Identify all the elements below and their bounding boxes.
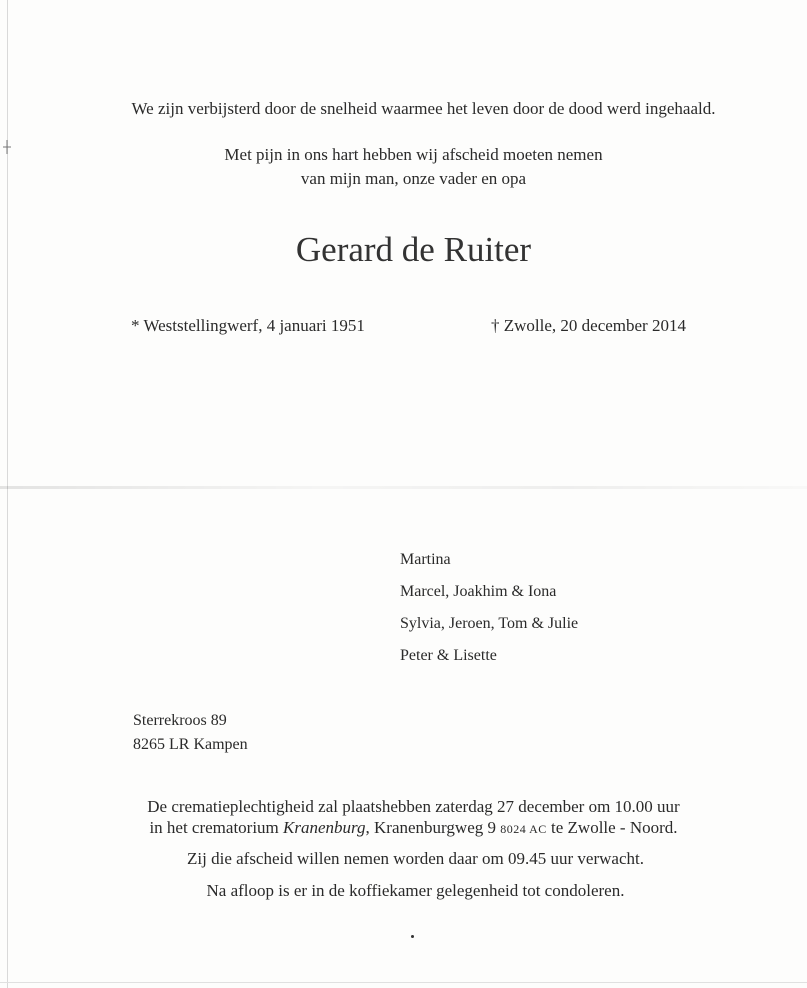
crematorium-city: te Zwolle - Noord. <box>546 818 678 837</box>
death-info: † Zwolle, 20 december 2014 <box>491 316 686 335</box>
crematorium-name: Kranenburg <box>283 818 366 837</box>
pain-line-1: Met pijn in ons hart hebben wij afscheid moeten nemen <box>224 145 603 164</box>
crematorium-postcode: 8024 AC <box>500 822 547 836</box>
intro-sentence: We zijn verbijsterd door de snelheid waarmee het leven door de dood werd ingehaald. <box>131 99 716 118</box>
scan-bottom-edge <box>0 982 807 983</box>
ceremony-line-2 <box>10 818 807 838</box>
condolence-note: Na afloop is er in de koffiekamer gelegenheid tot condoleren. <box>206 881 625 900</box>
ceremony-line-2-prefix: in het crematorium <box>149 818 284 837</box>
ceremony-line-1: De crematieplechtigheid zal plaatshebben zaterdag 27 december om 10.00 uur <box>147 797 680 816</box>
family-list <box>400 549 578 677</box>
ink-dot <box>411 935 414 938</box>
crematorium-street: , Kranenburgweg 9 <box>365 818 501 837</box>
paper-fold-line <box>0 486 807 489</box>
birth-info: * Weststellingwerf, 4 januari 1951 <box>131 316 365 335</box>
family-member: Martina <box>400 551 451 568</box>
deceased-name: Gerard de Ruiter <box>295 230 532 269</box>
address-street: Sterrekroos 89 <box>133 712 227 729</box>
pain-line-2: van mijn man, onze vader en opa <box>300 169 527 188</box>
family-member: Marcel, Joakhim & Iona <box>400 583 557 600</box>
family-member: Peter & Lisette <box>400 647 497 664</box>
address-city: 8265 LR Kampen <box>133 736 248 753</box>
farewell-time: Zij die afscheid willen nemen worden daar om 09.45 uur verwacht. <box>187 849 644 868</box>
family-member: Sylvia, Jeroen, Tom & Julie <box>400 615 579 632</box>
